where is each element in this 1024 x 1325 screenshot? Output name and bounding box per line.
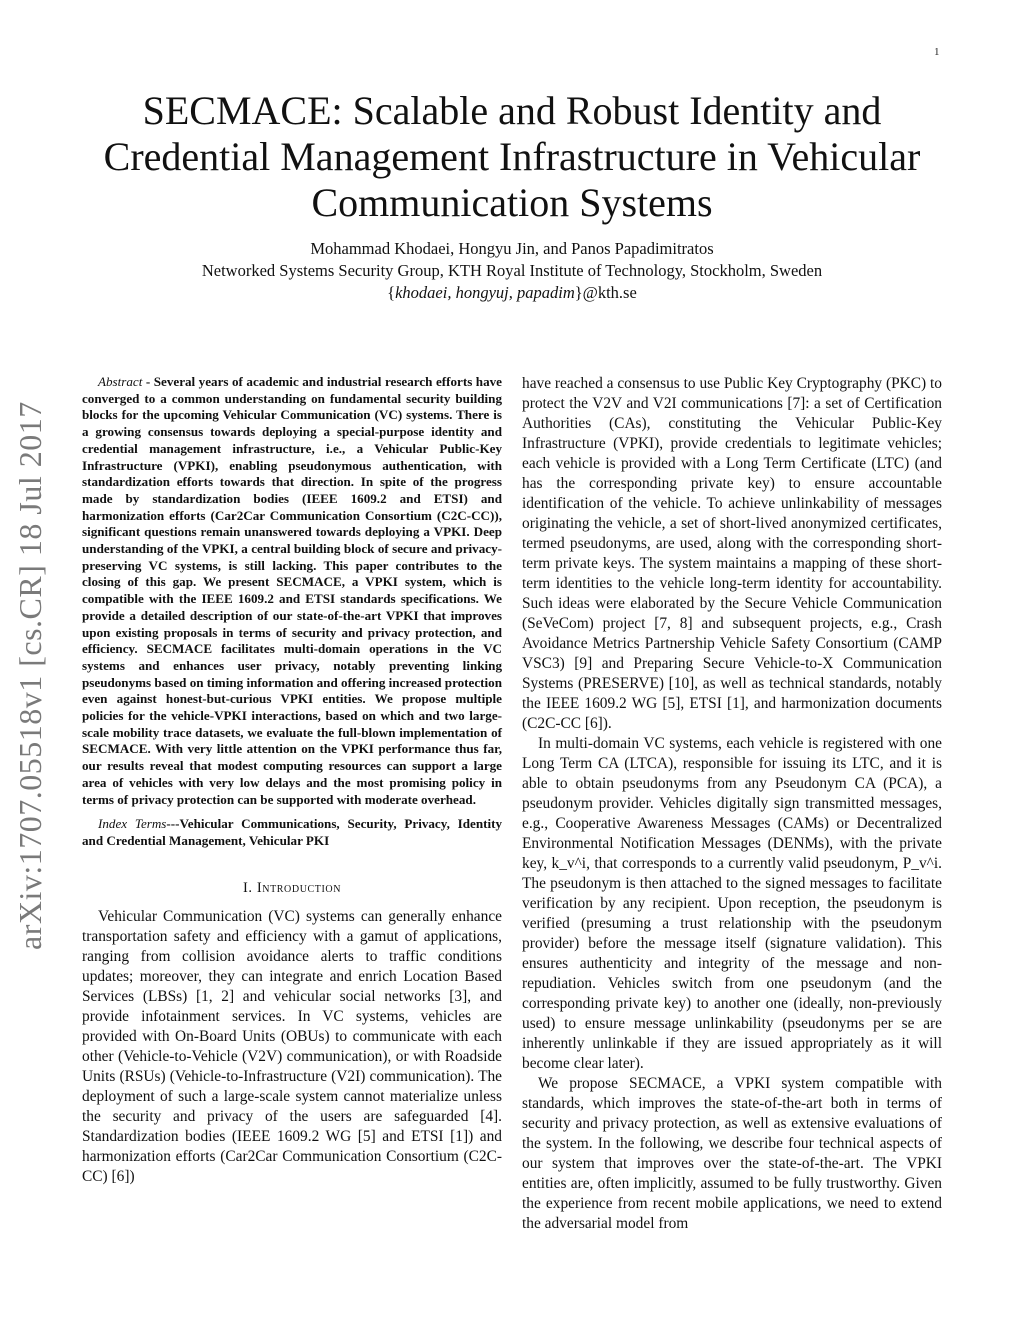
email bbox=[60, 282, 964, 304]
authors: Mohammad Khodaei, Hongyu Jin, and Panos Papadimitratos bbox=[310, 239, 714, 258]
title-block bbox=[60, 88, 964, 304]
left-column bbox=[82, 374, 502, 1187]
title-line: Communication Systems bbox=[311, 180, 713, 225]
title-line: SECMACE: Scalable and Robust Identity and bbox=[142, 88, 882, 133]
page-number: 1 bbox=[934, 46, 940, 58]
title-line: Credential Management Infrastructure in Vehicular bbox=[103, 134, 921, 179]
index-terms-body: ---Vehicular Communications, Security, Privacy, Identity and Credential Management, Vehicular PKI bbox=[82, 816, 503, 848]
section-heading: I. Introduction bbox=[242, 879, 342, 896]
body-paragraph: have reached a consensus to use Public Key Cryptography (PKC) to protect the V2V and V2I communications [7]: a set of Certification Authorities (CAs), constituting the Vehicular Public-Key Infrastructure (VPKI), provide credentials to legitimate vehicles; each vehicle is provided with a Long Term Certificate (LTC) (and has the corresponding private key) to ensure accountable identification of the vehicle. To achieve unlinkability of messages originating the vehicle, a set of short-lived anonymized certificates, termed pseudonyms, are used, along with the corresponding short-term private keys. The system maintains a mapping of these short-term identities to the vehicle long-term identity for accountability. Such ideas were elaborated by the Secure Vehicle Communication (SeVeCom) project [7, 8] and subsequent projects, e.g., Crash Avoidance Metrics Partnership Vehicle Safety Consortium (CAMP VSC3) [9] and Preparing Secure Vehicle-to-X Communication Systems (PRESERVE) [10], as well as technical standards, notably the IEEE 1609.2 WG [5], ETSI [1], and harmonization documents (C2C-CC [6]). bbox=[522, 375, 942, 732]
index-terms bbox=[82, 816, 502, 849]
body-paragraph: In multi-domain VC systems, each vehicle is registered with one Long Term CA (LTCA), responsible for issuing its LTC, and it is able to obtain pseudonyms from any Pseudonym CA (PCA), a pseudonym provider. Vehicles digitally sign transmitted messages, e.g., Cooperative Awareness Messages (CAMs) or Decentralized Environmental Notification Messages (DENMs), with the private key, k_v^i, that corresponds to a currently valid pseudonym, P_v^i. The pseudonym is then attached to the signed messages to facilitate verification by any recipient. Upon reception, the pseudonym is verified (presuming a trust relationship with the pseudonym provider) before the message itself (signature validation). This ensures authenticity and integrity of the message and non-repudiation. Vehicles switch from one pseudonym (and the corresponding private key) to another one (ideally, non-previously used) to ensure message unlinkability (pseudonyms per se are inherently unlinkable if they are issued appropriately as it will become clear later). bbox=[522, 735, 942, 1072]
abstract-lead: Abstract bbox=[98, 374, 143, 389]
body-paragraph: Vehicular Communication (VC) systems can generally enhance transportation safety and efficiency with a gamut of applications, ranging from collision avoidance alerts to traffic conditions updates; moreover, they can integrate and enrich Location Based Services (LBSs) [1, 2] and vehicular social networks [3], and provide infotainment services. In VC systems, vehicles are provided with On-Board Units (OBUs) to communicate with each other (Vehicle-to-Vehicle (V2V) communication), or with Roadside Units (RSUs) (Vehicle-to-Infrastructure (V2I) communication). The deployment of such a large-scale system cannot materialize unless the security and privacy of the users are safeguarded [4]. Standardization bodies (IEEE 1609.2 WG [5] and ETSI [1]) and harmonization efforts (Car2Car Communication Consortium (C2C-CC) [6]) bbox=[82, 907, 502, 1185]
email-brace: { bbox=[387, 283, 396, 302]
body-paragraph: We propose SECMACE, a VPKI system compatible with standards, which improves the state-of-the-art both in terms of security and privacy protection, as well as extensive evaluations of the system. In the following, we describe four technical aspects of our system that improves over the state-of-the-art. The VPKI entities are, often implicitly, assumed to be fully trustworthy. Given the experience from recent mobile applications, we need to extend the adversarial model from bbox=[522, 1075, 942, 1232]
abstract-body: - Several years of academic and industrial research efforts have converged to a common understanding on fundamental security building blocks for the upcoming Vehicular Communication (VC) systems. There is a growing consensus towards deploying a special-purpose identity and credential management infrastructure, i.e., a Vehicular Public-Key Infrastructure (VPKI), enabling pseudonymous authentication, with standardization efforts towards that direction. In spite of the progress made by standardization bodies (IEEE 1609.2 and ETSI) and harmonization efforts (Car2Car Communication Consortium (C2C-CC)), significant questions remain unanswered towards deploying a VPKI. Deep understanding of the VPKI, a central building block of secure and privacy-preserving VC systems, is still lacking. This paper contributes to the closing of this gap. We present SECMACE, a VPKI system, which is compatible with the IEEE 1609.2 and ETSI standards specifications. We provide a detailed description of our state-of-the-art VPKI that improves upon existing proposals in terms of security and privacy protection, and efficiency. SECMACE facilitates multi-domain operations in the VC systems and enhances user privacy, notably preventing linking pseudonyms based on timing information and offering increased protection even against honest-but-curious VPKI entities. We propose multiple policies for the vehicle-VPKI interactions, based on which and two large-scale mobility trace datasets, we evaluate the full-blown implementation of SECMACE. With very little attention on the VPKI performance thus far, our results reveal that modest computing resources can support a large area of vehicles with very low delays and the most promising policy in terms of privacy protection can be supported with moderate overhead. bbox=[82, 374, 502, 807]
arxiv-stamp[interactable]: arXiv:1707.05518v1 [cs.CR] 18 Jul 2017 bbox=[12, 401, 48, 950]
index-terms-lead: Index Terms bbox=[98, 816, 167, 832]
abstract bbox=[82, 374, 502, 808]
right-column bbox=[522, 374, 942, 1234]
paper-title bbox=[60, 88, 964, 226]
email-names: khodaei, hongyuj, papadim bbox=[395, 283, 575, 302]
affiliation: Networked Systems Security Group, KTH Royal Institute of Technology, Stockholm, Sweden bbox=[201, 261, 823, 280]
email-domain: }@kth.se bbox=[574, 283, 637, 302]
